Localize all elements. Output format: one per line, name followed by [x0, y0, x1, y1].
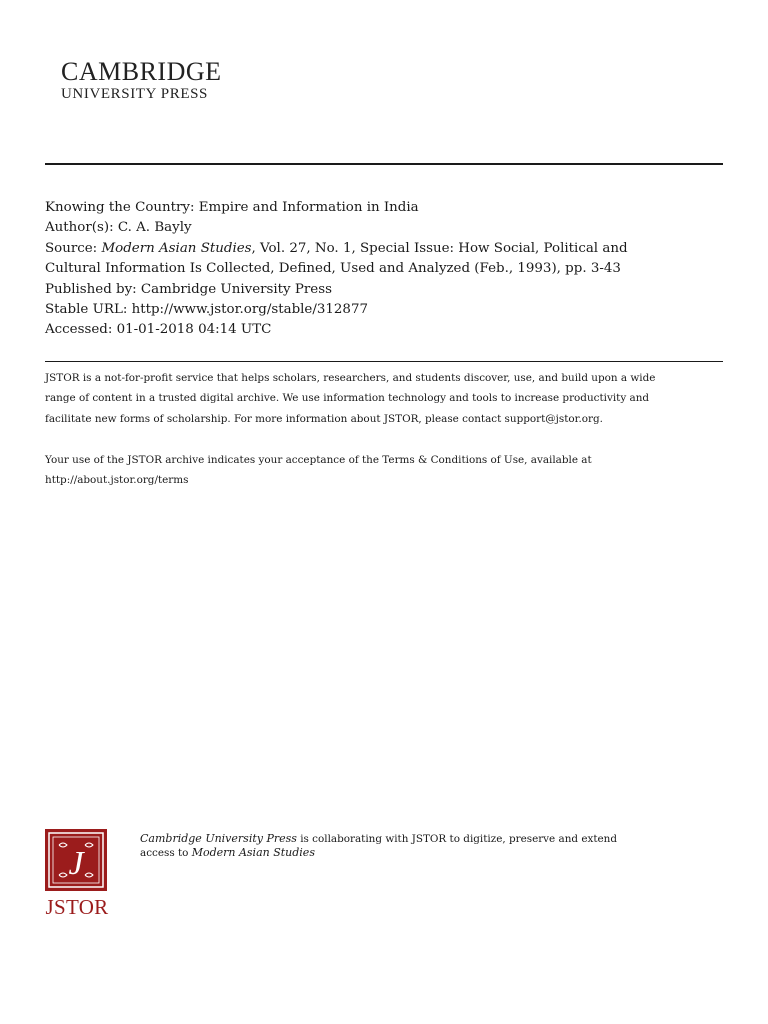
- article-publisher: Published by: Cambridge University Press: [45, 281, 332, 297]
- jstor-wordmark: JSTOR: [45, 895, 109, 919]
- source-details: , Vol. 27, No. 1, Special Issue: How Social, Political and: [251, 240, 628, 256]
- collab-journal: Modern Asian Studies: [191, 846, 315, 859]
- jstor-seal-icon: [45, 829, 107, 891]
- source-label: Source:: [45, 240, 102, 256]
- article-authors: Author(s): C. A. Bayly: [45, 220, 192, 236]
- cambridge-university-press-logo: [61, 58, 222, 102]
- terms-url[interactable]: http://about.jstor.org/terms: [45, 474, 189, 487]
- article-stable-url[interactable]: Stable URL: http://www.jstor.org/stable/312877: [45, 302, 368, 318]
- collab-publisher: Cambridge University Press: [140, 832, 297, 845]
- notice-line: range of content in a trusted digital archive. We use information technology and tools to increase productivity and: [45, 392, 650, 405]
- notice-line: JSTOR is a not-for-profit service that helps scholars, researchers, and students discover, use, and build upon a wide: [45, 372, 656, 384]
- collab-text: is collaborating with JSTOR to digitize, preserve and extend: [296, 833, 618, 845]
- article-source: [45, 239, 725, 259]
- collab-line-2: [140, 846, 700, 860]
- notice-rule: [45, 361, 723, 362]
- article-metadata: [45, 198, 725, 341]
- svg-text:J: J: [68, 845, 84, 882]
- collaboration-statement: [140, 832, 700, 860]
- collab-line-1: [140, 832, 700, 846]
- header-rule: [45, 163, 723, 165]
- article-title: Knowing the Country: Empire and Information in India: [45, 200, 419, 215]
- logo-name: CAMBRIDGE: [61, 57, 222, 86]
- notice-line: facilitate new forms of scholarship. For more information about JSTOR, please contact support@jstor.org.: [45, 412, 603, 425]
- article-accessed: Accessed: 01-01-2018 04:14 UTC: [45, 322, 272, 338]
- source-journal: Modern Asian Studies: [101, 240, 252, 256]
- article-source-continued: Cultural Information Is Collected, Defined, Used and Analyzed (Feb., 1993), pp. 3-43: [45, 261, 621, 277]
- terms-line: Your use of the JSTOR archive indicates your acceptance of the Terms & Conditions of Use, available at: [45, 454, 592, 466]
- logo-subtitle: UNIVERSITY PRESS: [61, 86, 208, 102]
- collab-access: access to: [140, 847, 192, 859]
- terms-notice-paragraph: [45, 450, 725, 491]
- jstor-notice-paragraph: [45, 368, 725, 429]
